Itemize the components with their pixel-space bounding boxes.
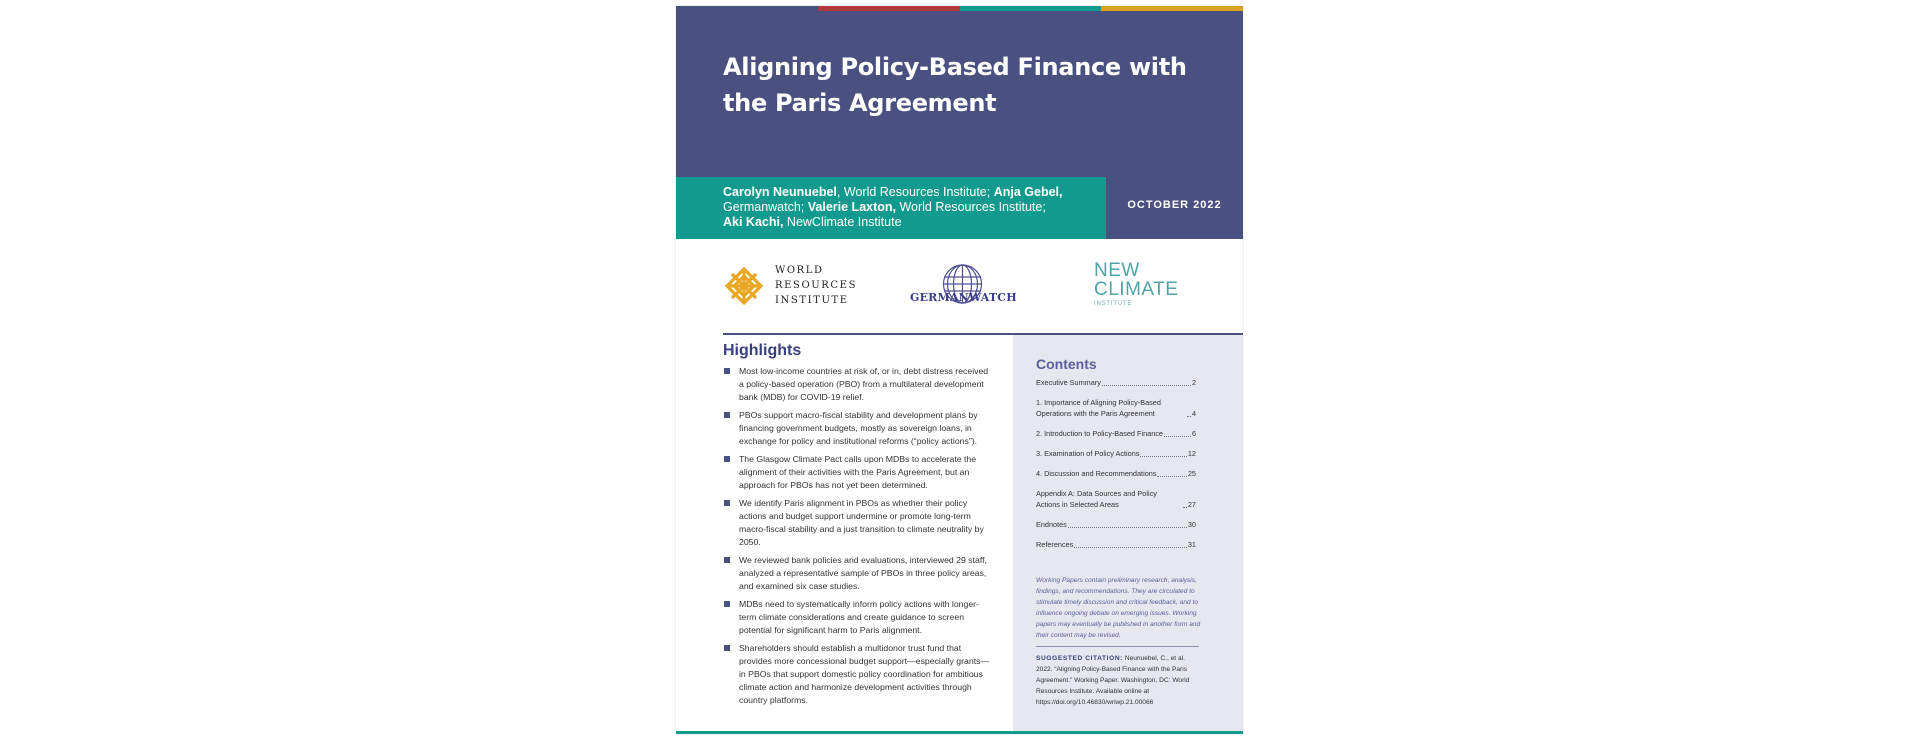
wri-knot-icon xyxy=(723,265,765,307)
highlight-text: We reviewed bank policies and evaluations, interviewed 29 staff, analyzed a representative sample of PBOs in three policy areas, and examined six case studies. xyxy=(739,555,987,591)
newclimate-line: INSTITUTE xyxy=(1094,301,1133,307)
toc-label: 1. Importance of Aligning Policy-Based Operations with the Paris Agreement xyxy=(1036,398,1161,418)
citation-text: Neunuebel, C., et al. 2022. “Aligning Policy-Based Finance with the Paris Agreement.” Working Paper. Washington, DC: World Resources Institute. Available online at https://doi.org/10.46830/wriwp.21.00066 xyxy=(1036,655,1190,706)
toc-leader xyxy=(1140,456,1186,457)
bullet-square-icon xyxy=(724,601,730,607)
toc-label: References xyxy=(1036,540,1074,549)
author-name: Carolyn Neunuebel xyxy=(723,185,837,199)
newclimate-line: NEW xyxy=(1094,260,1140,281)
toc-leader xyxy=(1102,385,1191,386)
document-page xyxy=(676,6,1243,734)
highlights-list xyxy=(723,365,993,712)
toc-page: 4 xyxy=(1191,409,1196,418)
toc-page: 6 xyxy=(1191,429,1196,438)
citation-label: SUGGESTED CITATION: xyxy=(1036,655,1123,662)
highlight-item xyxy=(723,409,993,448)
bullet-square-icon xyxy=(724,557,730,563)
toc-entry[interactable] xyxy=(1036,468,1196,479)
newclimate-line: CLIMATE xyxy=(1094,279,1179,300)
toc-label: 3. Examination of Policy Actions xyxy=(1036,449,1140,458)
author-name: Aki Kachi, xyxy=(723,215,784,229)
author-affiliation: World Resources Institute; xyxy=(840,185,994,199)
note-divider xyxy=(1036,646,1199,647)
bullet-square-icon xyxy=(724,412,730,418)
title-header xyxy=(676,11,1243,177)
bullet-square-icon xyxy=(724,500,730,506)
highlight-text: We identify Paris alignment in PBOs as whether their policy actions and budget support undermine or promote long-term macro-fiscal stability and a just transition to climate neutrality by 2050. xyxy=(739,498,984,547)
wri-logo xyxy=(723,263,857,308)
highlight-item xyxy=(723,497,993,549)
toc-page: 25 xyxy=(1187,469,1196,478)
wri-word: RESOURCES xyxy=(775,280,858,291)
author-name: Anja Gebel, xyxy=(993,185,1063,199)
bottom-rule xyxy=(676,731,1243,734)
suggested-citation xyxy=(1036,653,1201,708)
highlights-heading: Highlights xyxy=(723,342,802,359)
toc-label: Appendix A: Data Sources and Policy Actions in Selected Areas xyxy=(1036,489,1157,509)
toc-leader xyxy=(1183,507,1187,508)
highlight-item xyxy=(723,453,993,492)
toc-label: 2. Introduction to Policy-Based Finance xyxy=(1036,429,1163,438)
toc-page: 31 xyxy=(1187,540,1196,549)
highlight-item xyxy=(723,365,993,404)
toc-entry[interactable] xyxy=(1036,397,1196,419)
author-affiliation: World Resources Institute; xyxy=(896,200,1046,214)
bullet-square-icon xyxy=(724,456,730,462)
authors-list xyxy=(723,185,1098,230)
toc-entry[interactable] xyxy=(1036,519,1196,530)
contents-panel xyxy=(1013,335,1243,734)
toc-leader xyxy=(1164,436,1191,437)
toc-label: Executive Summary xyxy=(1036,378,1101,387)
publication-date: OCTOBER 2022 xyxy=(1127,199,1222,211)
contents-heading: Contents xyxy=(1036,356,1097,372)
highlight-item xyxy=(723,642,993,707)
working-paper-note: Working Papers contain preliminary research, analysis, findings, and recommendations. They are circulated to stimulate timely discussion and critical feedback, and to influence ongoing debate on emerging issues. Working papers may eventually be published in another form and their content may be revised. xyxy=(1036,577,1201,639)
toc-leader xyxy=(1157,476,1186,477)
toc-entry[interactable] xyxy=(1036,428,1196,439)
highlight-item xyxy=(723,598,993,637)
highlight-text: MDBs need to systematically inform policy actions with longer-term climate considerations and create guidance to screen potential for significant harm to Paris alignment. xyxy=(739,599,979,635)
authors-band xyxy=(676,177,1106,239)
toc-entry[interactable] xyxy=(1036,488,1196,510)
germanwatch-logo xyxy=(910,264,1015,312)
highlight-text: Most low-income countries at risk of, or in, debt distress received a policy-based operation (PBO) from a multilateral development bank (MDB) for COVID-19 relief. xyxy=(739,366,989,402)
bullet-square-icon xyxy=(724,368,730,374)
highlight-text: PBOs support macro-fiscal stability and development plans by financing government budgets, mostly as sovereign loans, in exchange for policy and institutional reforms (“policy actions”). xyxy=(739,410,978,446)
author-affiliation: Germanwatch; xyxy=(723,200,808,214)
highlight-text: The Glasgow Climate Pact calls upon MDBs to accelerate the alignment of their activities with the Paris Agreement, but an approach for PBOs has not yet been determined. xyxy=(739,454,977,490)
toc-page: 2 xyxy=(1191,378,1196,387)
table-of-contents xyxy=(1036,377,1196,559)
germanwatch-wordmark: GERMANWATCH xyxy=(910,291,1017,304)
toc-page: 27 xyxy=(1187,500,1196,509)
wri-word: INSTITUTE xyxy=(775,295,849,306)
toc-leader xyxy=(1187,416,1191,417)
document-title: Aligning Policy-Based Finance with the Paris Agreement xyxy=(723,53,1187,117)
date-band xyxy=(1106,177,1243,239)
newclimate-logo xyxy=(1094,261,1178,307)
author-name: Valerie Laxton, xyxy=(807,200,896,214)
highlight-text: Shareholders should establish a multidonor trust fund that provides more concessional budget support—especially grants—in PBOs that support domestic policy coordination for ambitious climate action and harmonize development activities through country platforms. xyxy=(739,643,990,705)
author-affiliation: , xyxy=(836,185,841,199)
toc-page: 12 xyxy=(1187,449,1196,458)
toc-entry[interactable] xyxy=(1036,377,1196,388)
partner-logos xyxy=(676,239,1243,333)
wri-word: WORLD xyxy=(775,265,824,276)
toc-entry[interactable] xyxy=(1036,539,1196,550)
author-affiliation: NewClimate Institute xyxy=(783,215,902,229)
bullet-square-icon xyxy=(724,645,730,651)
wri-wordmark xyxy=(775,263,857,308)
toc-entry[interactable] xyxy=(1036,448,1196,459)
toc-label: 4. Discussion and Recommendations xyxy=(1036,469,1157,478)
toc-leader xyxy=(1068,527,1187,528)
toc-leader xyxy=(1074,547,1187,548)
highlight-item xyxy=(723,554,993,593)
toc-page: 30 xyxy=(1187,520,1196,529)
toc-label: Endnotes xyxy=(1036,520,1067,529)
